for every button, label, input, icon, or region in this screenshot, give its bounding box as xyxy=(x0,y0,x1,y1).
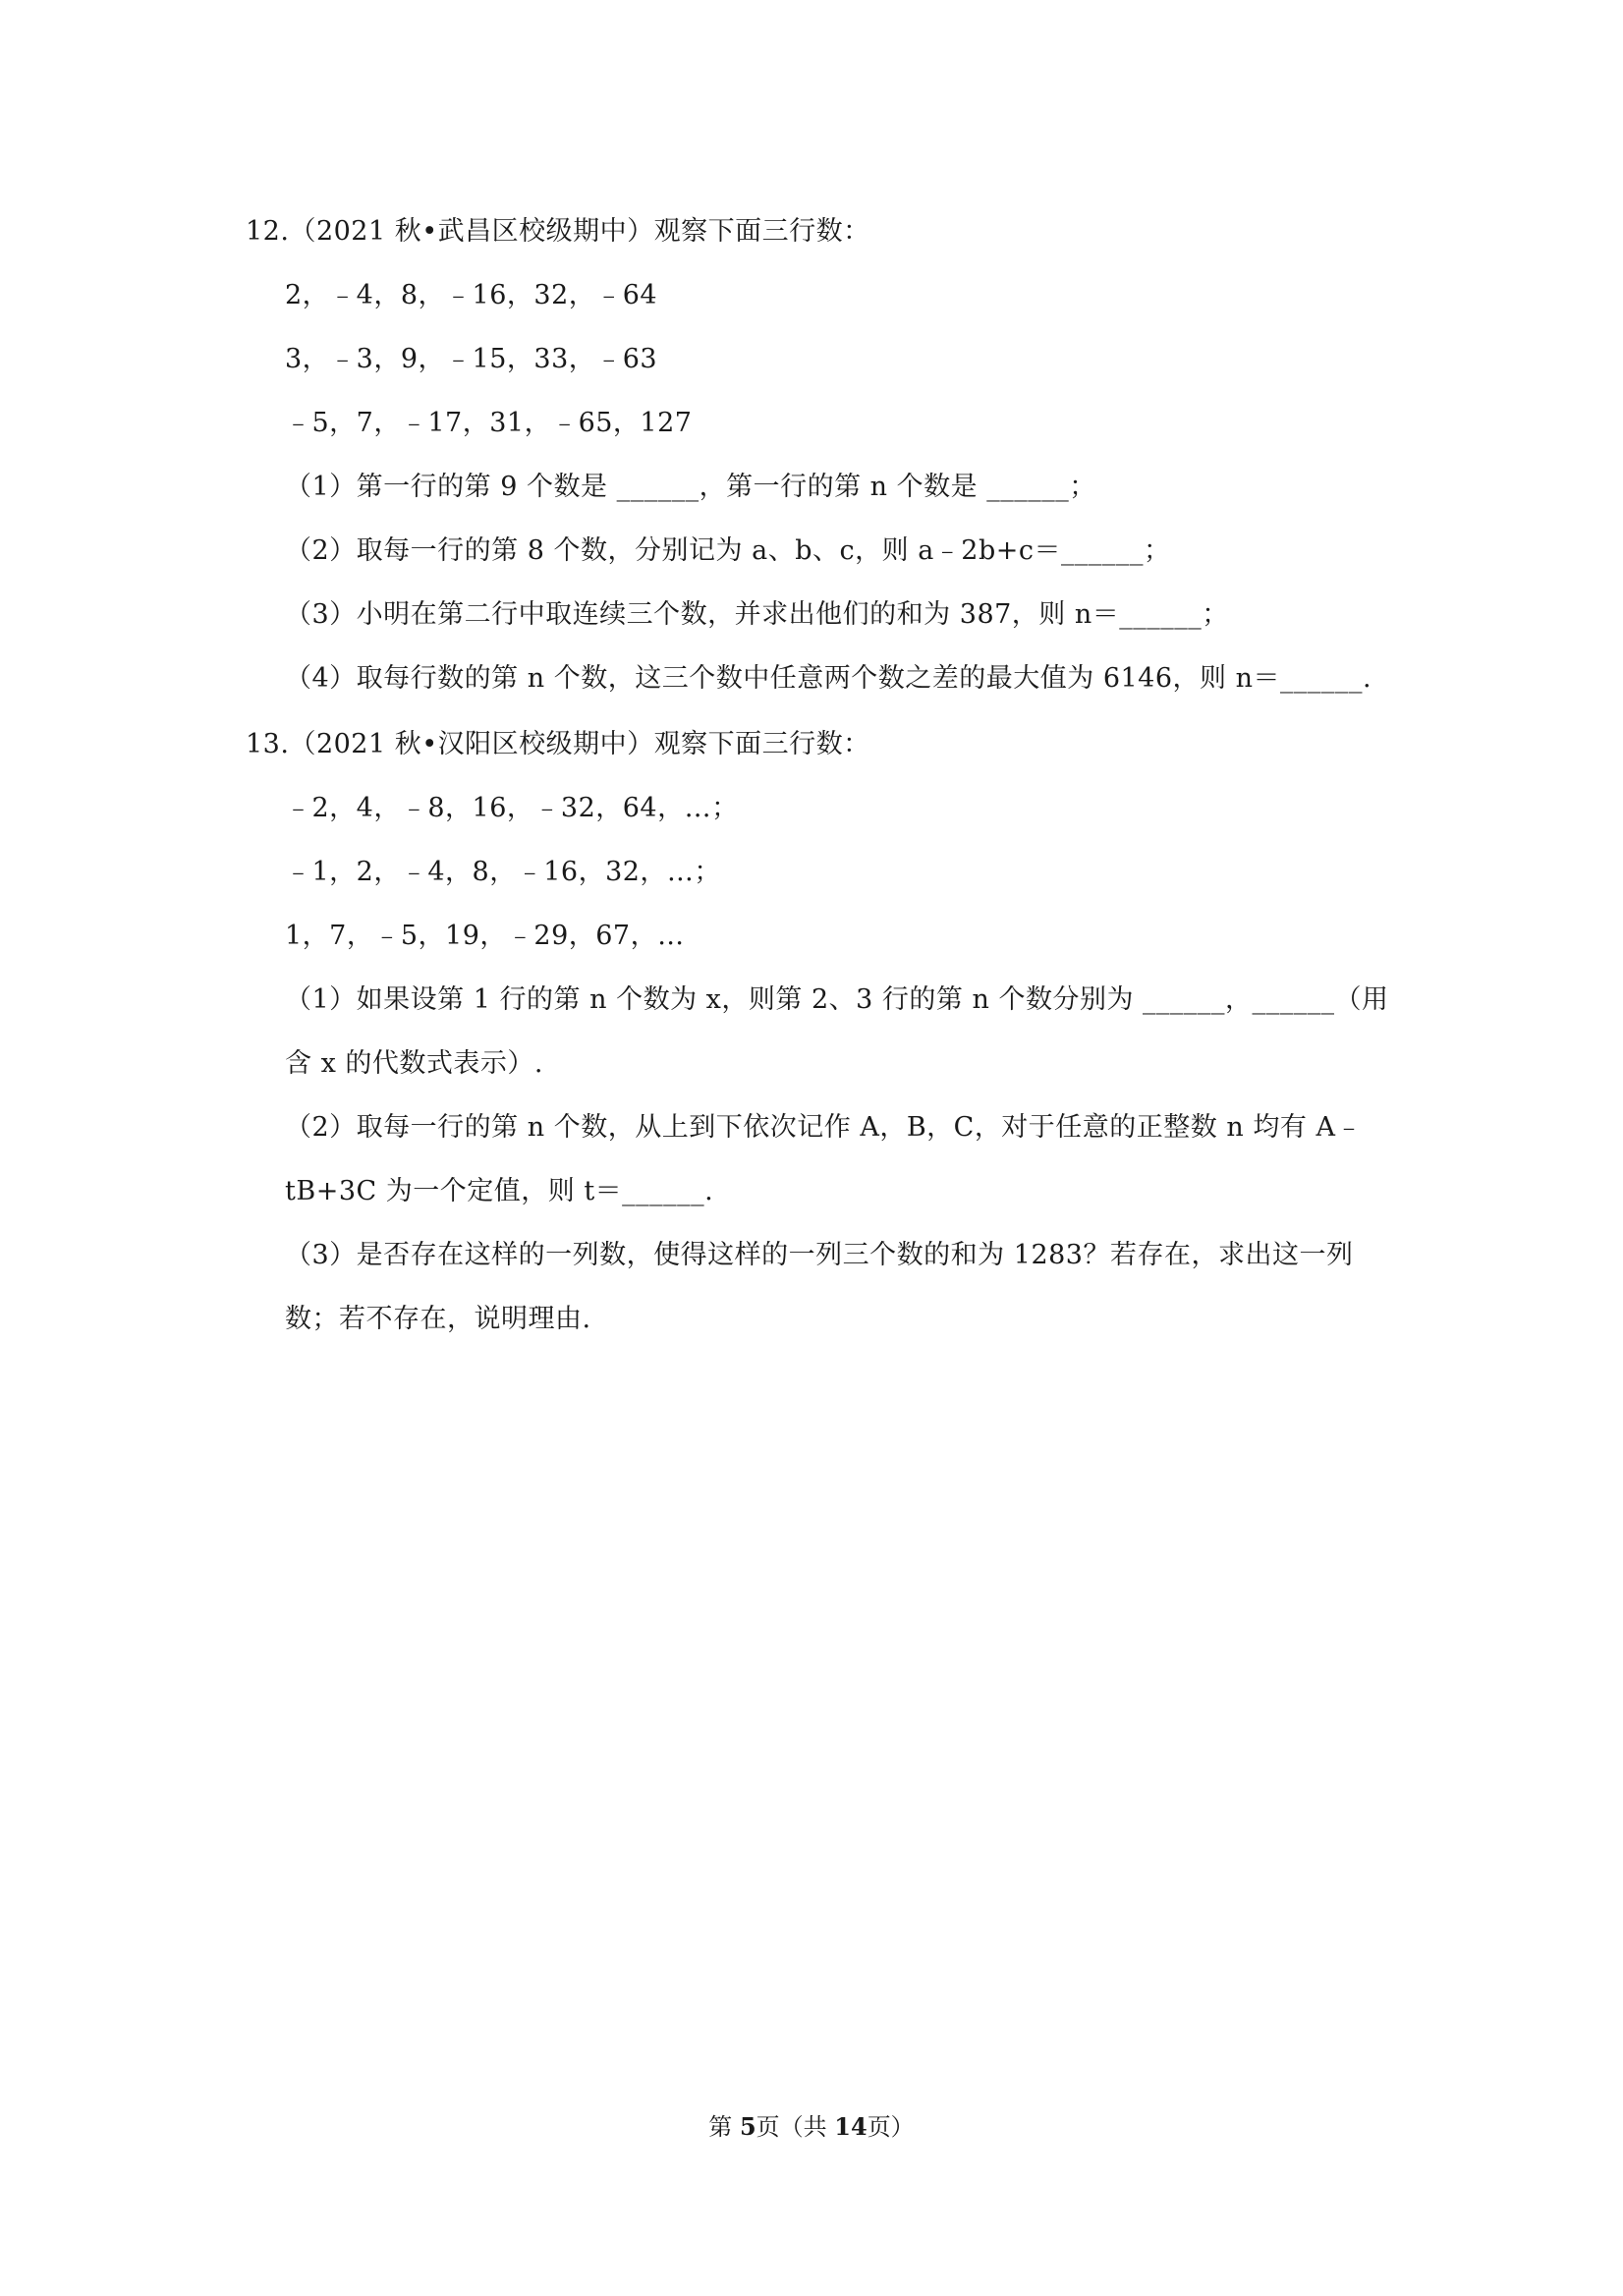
q13-row-3: 1，7，﹣5，19，﹣29，67，… xyxy=(285,921,685,951)
q13-part-1-line-1: （1）如果设第 1 行的第 n 个数为 x，则第 2、3 行的第 n 个数分别为 ______，______（用 xyxy=(285,984,1389,1015)
q13-part-3-line-1: （3）是否存在这样的一列数，使得这样的一列三个数的和为 1283？若存在，求出这一列 xyxy=(285,1240,1354,1270)
q13-part-2-line-2: tB+3C 为一个定值，则 t＝______. xyxy=(285,1176,714,1206)
q12-row-3: ﹣5，7，﹣17，31，﹣65，127 xyxy=(285,408,693,438)
q13-row-1: ﹣2，4，﹣8，16，﹣32，64，…； xyxy=(285,793,739,823)
q12-part-4: （4）取每行数的第 n 个数，这三个数中任意两个数之差的最大值为 6146，则 n＝______. xyxy=(285,663,1372,694)
q12-part-3: （3）小明在第二行中取连续三个数，并求出他们的和为 387，则 n＝______； xyxy=(285,599,1229,630)
q12-title: 12.（2021 秋•武昌区校级期中）观察下面三行数： xyxy=(246,216,870,247)
footer-suffix: 页） xyxy=(867,2113,915,2141)
page-footer xyxy=(0,2110,1623,2144)
q13-part-2-line-1: （2）取每一行的第 n 个数，从上到下依次记作 A，B，C，对于任意的正整数 n 均有 A﹣ xyxy=(285,1112,1363,1143)
q12-row-2: 3，﹣3，9，﹣15，33，﹣63 xyxy=(285,344,658,374)
q13-part-3-line-2: 数；若不存在，说明理由. xyxy=(285,1304,591,1334)
q12-part-1: （1）第一行的第 9 个数是 ______，第一行的第 n 个数是 ______； xyxy=(285,472,1096,502)
q12-part-2: （2）取每一行的第 8 个数，分别记为 a、b、c，则 a﹣2b+c＝______； xyxy=(285,535,1171,566)
footer-page-number: 5 xyxy=(739,2112,756,2141)
footer-prefix: 第 xyxy=(708,2113,740,2141)
q13-title: 13.（2021 秋•汉阳区校级期中）观察下面三行数： xyxy=(246,729,870,759)
q13-row-2: ﹣1，2，﹣4，8，﹣16，32，…； xyxy=(285,857,721,887)
footer-total-pages: 14 xyxy=(834,2112,867,2141)
footer-middle: 页（共 xyxy=(756,2113,835,2141)
q13-part-1-line-2: 含 x 的代数式表示）. xyxy=(285,1048,543,1079)
q12-row-1: 2，﹣4，8，﹣16，32，﹣64 xyxy=(285,280,658,310)
